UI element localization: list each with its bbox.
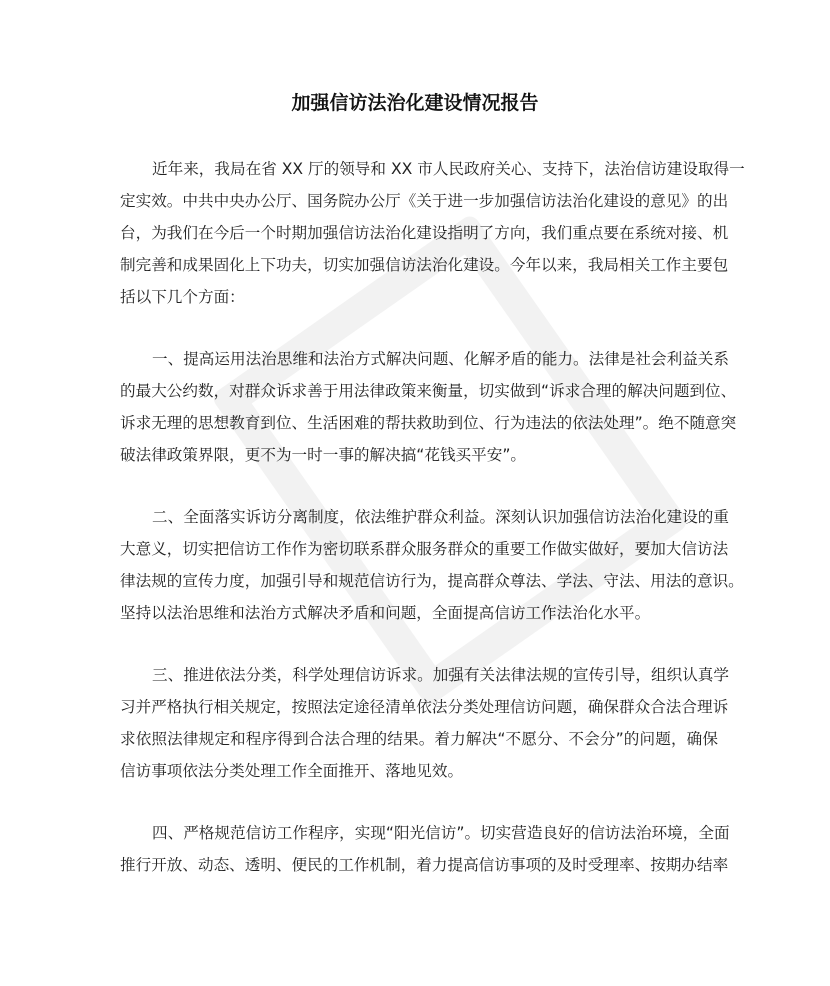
text-line: 推行开放、动态、透明、便民的工作机制，着力提高信访事项的及时受理率、按期办结率	[120, 856, 729, 874]
text-line: 坚持以法治思维和法治方式解决矛盾和问题，全面提高信访工作法治化水平。	[120, 604, 651, 622]
text-line: 台，为我们在今后一个时期加强信访法治化建设指明了方向，我们重点要在系统对接、机	[120, 224, 729, 242]
paragraph	[120, 501, 744, 629]
text-line: 二、全面落实诉访分离制度，依法维护群众利益。深刻认识加强信访法治化建设的重	[152, 508, 729, 526]
text-line: 诉求无理的思想教育到位、生活困难的帮扶救助到位、行为违法的依法处理”。绝不随意突	[120, 414, 737, 432]
text-line: 求依照法律规定和程序得到合法合理的结果。着力解决“不愿分、不会分”的问题，确保	[120, 730, 718, 748]
text-line: 破法律政策界限，更不为一时一事的解决搞“花钱买平安”。	[120, 446, 527, 464]
text-line: 近年来，我局在省 XX 厅的领导和 XX 市人民政府关心、支持下，法治信访建设取得一	[152, 160, 745, 178]
text-line: 的最大公约数，对群众诉求善于用法律政策来衡量，切实做到“诉求合理的解决问题到位、	[120, 382, 737, 400]
text-line: 三、推进依法分类，科学处理信访诉求。加强有关法律法规的宣传引导，组织认真学	[152, 666, 729, 684]
text-line: 习并严格执行相关规定，按照法定途径清单依法分类处理信访问题，确保群众合法合理诉	[120, 698, 729, 716]
paragraph	[120, 343, 737, 471]
document-body	[120, 153, 745, 911]
text-line: 信访事项依法分类处理工作全面推开、落地见效。	[120, 762, 464, 780]
text-line: 四、严格规范信访工作程序，实现“阳光信访”。切实营造良好的信访法治环境，全面	[152, 824, 730, 842]
paragraph	[120, 153, 745, 313]
document-title: 加强信访法治化建设情况报告	[291, 92, 539, 114]
text-line: 大意义，切实把信访工作作为密切联系群众服务群众的重要工作做实做好，要加大信访法	[120, 540, 729, 558]
text-line: 括以下几个方面：	[120, 288, 245, 306]
text-line: 定实效。中共中央办公厅、国务院办公厅《关于进一步加强信访法治化建设的意见》的出	[120, 192, 729, 210]
text-line: 制完善和成果固化上下功夫，切实加强信访法治化建设。今年以来，我局相关工作主要包	[120, 256, 729, 274]
paragraph	[120, 659, 729, 787]
text-line: 律法规的宣传力度，加强引导和规范信访行为，提高群众尊法、学法、守法、用法的意识。	[120, 572, 744, 590]
paragraph	[120, 817, 730, 881]
text-line: 一、提高运用法治思维和法治方式解决问题、化解矛盾的能力。法律是社会利益关系	[152, 350, 729, 368]
